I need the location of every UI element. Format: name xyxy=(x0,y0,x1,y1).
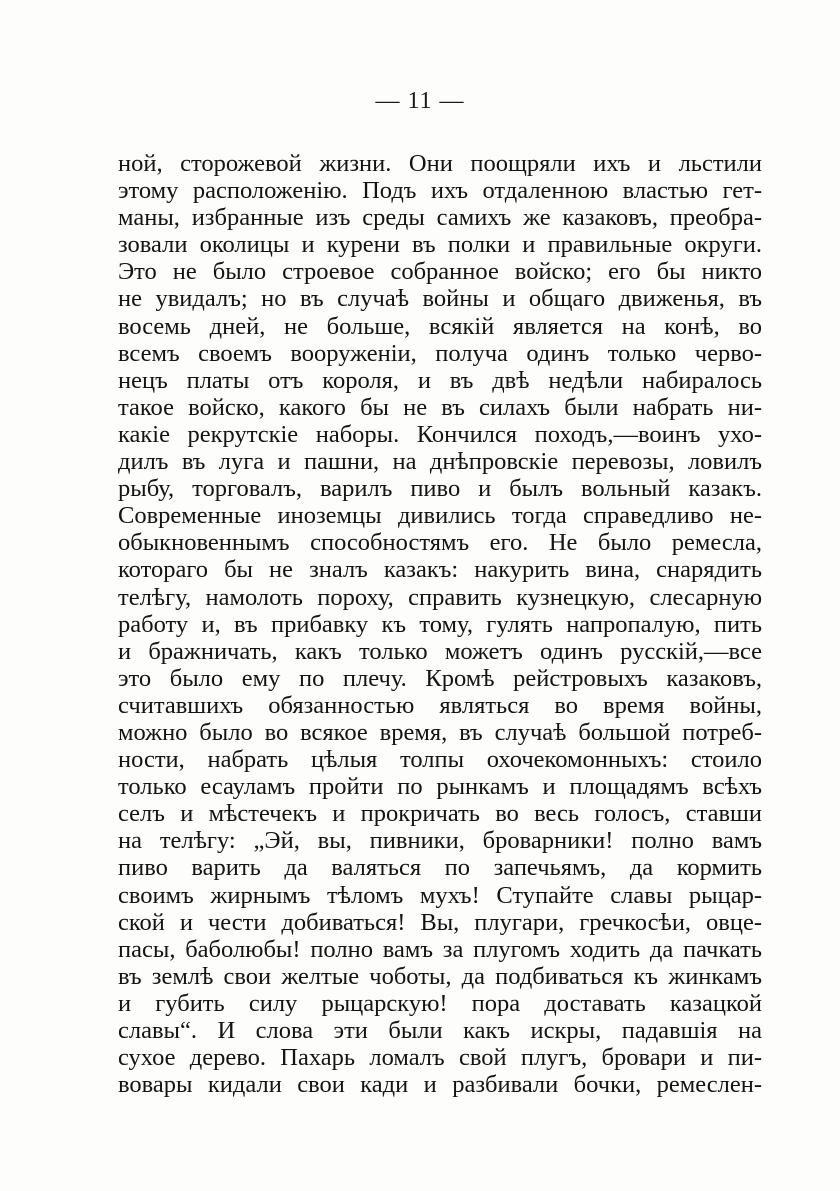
text-line: этому расположенію. Подъ ихъ отдаленною властью гет- xyxy=(118,177,762,205)
text-line: маны, избранные изъ среды самихъ же казаковъ, преобра- xyxy=(118,204,762,232)
text-line: ности, набрать цѣлыя толпы охочекомонныхъ: стоило xyxy=(118,746,762,774)
text-line: дилъ въ луга и пашни, на днѣпровскіе перевозы, ловилъ xyxy=(118,448,762,476)
text-line: восемь дней, не больше, всякій является на конѣ, во xyxy=(118,312,762,340)
text-line: телѣгу, намолоть пороху, справить кузнецкую, слесарную xyxy=(118,583,762,611)
body-text xyxy=(118,150,762,1098)
text-line: считавшихъ обязанностью являться во время войны, xyxy=(118,691,762,719)
text-line: только есауламъ пройти по рынкамъ и площадямъ всѣхъ xyxy=(118,773,762,801)
text-line: нецъ платы отъ короля, и въ двѣ недѣли набиралось xyxy=(118,366,762,394)
text-line: работу и, въ прибавку къ тому, гулять напропалую, пить xyxy=(118,610,762,638)
text-line: зовали околицы и курени въ полки и правильные округи. xyxy=(118,231,762,259)
text-line: своимъ жирнымъ тѣломъ мухъ! Ступайте славы рыцар- xyxy=(118,881,762,909)
text-line: и губить силу рыцарскую! пора доставать казацкой xyxy=(118,989,762,1017)
text-line: селъ и мѣстечекъ и прокричать во весь голосъ, ставши xyxy=(118,800,762,828)
text-line: обыкновеннымъ способностямъ его. Не было ремесла, xyxy=(118,529,762,557)
text-line: Современные иноземцы дивились тогда справедливо не- xyxy=(118,502,762,530)
text-line: какіе рекрутскіе наборы. Кончился походъ,—воинъ ухо- xyxy=(118,420,762,448)
text-line: это было ему по плечу. Кромѣ рейстровыхъ казаковъ, xyxy=(118,664,762,692)
text-line: Это не было строевое собранное войско; его бы никто xyxy=(118,258,762,286)
text-line: въ землѣ свои желтые чоботы, да подбиваться къ жинкамъ xyxy=(118,962,762,990)
text-line: славы“. И слова эти были какъ искры, падавшія на xyxy=(118,1017,762,1044)
text-line: на телѣгу: „Эй, вы, пивники, броварники! полно вамъ xyxy=(118,827,762,855)
text-line: всемъ своемъ вооруженіи, получа одинъ только черво- xyxy=(118,339,762,367)
text-line: рыбу, торговалъ, варилъ пиво и былъ вольный казакъ. xyxy=(118,475,762,503)
page-number: — 11 — xyxy=(375,88,465,114)
text-line: ной, сторожевой жизни. Они поощряли ихъ и льстили xyxy=(118,150,762,177)
text-line: вовары кидали свои кади и разбивали бочки, ремеслен- xyxy=(118,1071,762,1099)
text-line: можно было во всякое время, въ случаѣ большой потреб- xyxy=(118,718,762,746)
text-line: такое войско, какого бы не въ силахъ были набрать ни- xyxy=(118,393,762,421)
text-line: не увидалъ; но въ случаѣ войны и общаго движенья, въ xyxy=(118,285,762,313)
text-line: котораго бы не зналъ казакъ: накурить вина, снарядить xyxy=(118,556,762,584)
text-line: пасы, баболюбы! полно вамъ за плугомъ ходить да пачкать xyxy=(118,935,762,963)
text-line: ской и чести добиваться! Вы, плугари, гречкосѣи, овце- xyxy=(118,908,762,936)
text-line: пиво варить да валяться по запечьямъ, да кормить xyxy=(118,854,762,882)
text-line: и бражничать, какъ только можетъ одинъ русскій,—все xyxy=(118,637,762,665)
text-line: сухое дерево. Пахарь ломалъ свой плугъ, бровари и пи- xyxy=(118,1044,762,1072)
